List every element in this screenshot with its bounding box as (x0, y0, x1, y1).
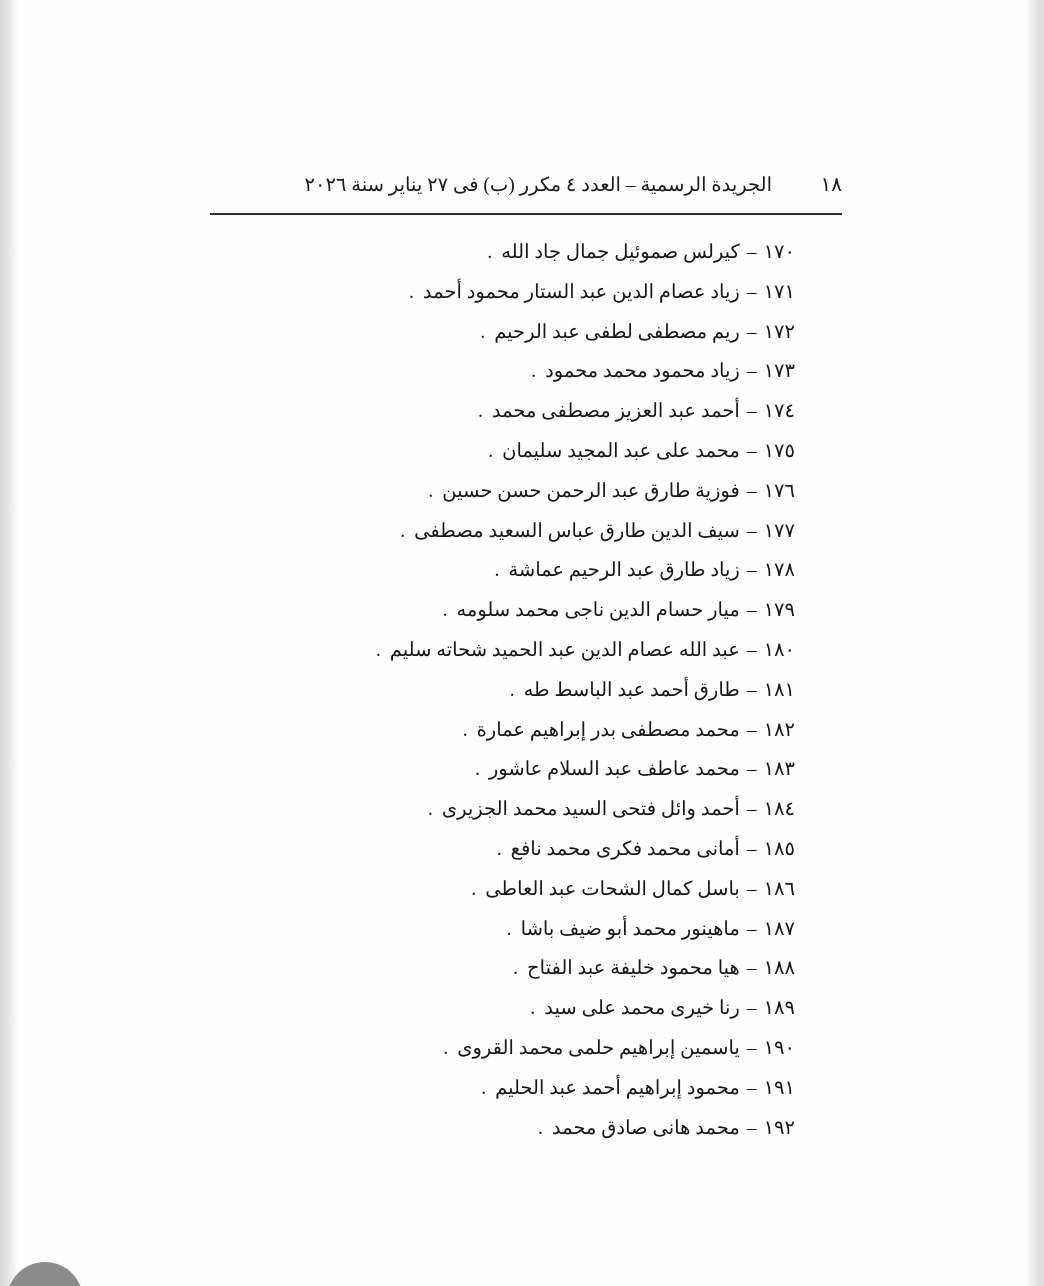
list-item (175, 399, 795, 439)
entry-terminator: . (538, 1117, 543, 1139)
list-item (175, 757, 795, 797)
entry-separator-dash: – (746, 838, 757, 860)
list-item (175, 877, 795, 917)
entry-separator-dash: – (746, 918, 757, 940)
entry-separator-dash: – (746, 1037, 757, 1059)
entry-person-name: طارق أحمد عبد الباسط طه (523, 679, 740, 701)
entry-separator-dash: – (746, 799, 757, 821)
entry-number: ١٧٤ (763, 401, 795, 423)
entry-separator-dash: – (746, 480, 757, 502)
entry-terminator: . (509, 679, 515, 701)
entry-person-name: محمد مصطفى بدر إبراهيم عمارة (476, 719, 740, 741)
entry-separator-dash: – (746, 361, 757, 383)
entry-number: ١٨٥ (763, 838, 795, 860)
list-item (175, 439, 795, 479)
entry-separator-dash: – (746, 281, 757, 303)
entry-terminator: . (513, 958, 519, 980)
entry-person-name: ماهينور محمد أبو ضيف باشا (520, 918, 740, 940)
list-item (175, 320, 795, 360)
entry-terminator: . (443, 1037, 449, 1059)
entry-separator-dash: – (746, 679, 757, 701)
page-running-head (210, 172, 842, 197)
entry-person-name: باسل كمال الشحات عبد العاطى (485, 878, 740, 900)
entry-number: ١٧٦ (763, 480, 795, 502)
entry-person-name: أحمد وائل فتحى السيد محمد الجزيرى (441, 799, 740, 821)
entry-terminator: . (480, 321, 486, 343)
entry-separator-dash: – (746, 958, 757, 980)
list-item (175, 718, 795, 758)
entry-person-name: أمانى محمد فكرى محمد نافع (510, 838, 740, 860)
list-item (175, 797, 795, 837)
list-item (175, 837, 795, 877)
entry-number: ١٧٩ (763, 600, 795, 622)
header-divider-rule (210, 213, 842, 215)
list-item (175, 956, 795, 996)
entry-number: ١٩٠ (763, 1037, 795, 1059)
list-item (175, 598, 795, 638)
entry-number: ١٨٩ (763, 998, 795, 1020)
entry-number: ١٨٦ (763, 878, 795, 900)
list-item (175, 479, 795, 519)
entry-terminator: . (375, 639, 381, 661)
entry-number: ١٨٢ (763, 719, 795, 741)
entry-separator-dash: – (746, 878, 757, 900)
entry-separator-dash: – (746, 321, 757, 343)
entry-number: ١٨١ (763, 679, 795, 701)
entry-number: ١٩٢ (763, 1117, 795, 1139)
entry-person-name: محمد هانى صادق محمد (551, 1117, 740, 1139)
entry-separator-dash: – (746, 520, 757, 542)
entry-person-name: ميار حسام الدين ناجى محمد سلومه (456, 600, 740, 622)
entry-person-name: أحمد عبد العزيز مصطفى محمد (491, 401, 740, 423)
entry-person-name: زياد عصام الدين عبد الستار محمود أحمد (422, 281, 740, 303)
entry-separator-dash: – (746, 998, 757, 1020)
entry-number: ١٨٨ (763, 958, 795, 980)
entry-separator-dash: – (746, 440, 757, 462)
entry-terminator: . (487, 242, 493, 263)
entry-person-name: ياسمين إبراهيم حلمى محمد القروى (457, 1037, 740, 1059)
list-item (175, 678, 795, 718)
entry-person-name: محمد عاطف عبد السلام عاشور (488, 759, 740, 781)
list-item (175, 240, 795, 280)
entry-separator-dash: – (746, 242, 757, 263)
entry-terminator: . (506, 918, 512, 940)
list-item (175, 280, 795, 320)
entry-terminator: . (427, 799, 433, 821)
list-item (175, 638, 795, 678)
entry-person-name: ريم مصطفى لطفى عبد الرحيم (494, 321, 740, 343)
entry-terminator: . (442, 600, 448, 622)
entry-number: ١٩١ (763, 1077, 795, 1099)
entry-separator-dash: – (746, 560, 757, 582)
entry-number: ١٨٧ (763, 918, 795, 940)
list-item (175, 996, 795, 1036)
entry-terminator: . (496, 838, 502, 860)
entry-terminator: . (471, 878, 477, 900)
entry-terminator: . (531, 361, 537, 383)
entry-terminator: . (494, 560, 500, 582)
numbered-names-list (175, 240, 795, 1155)
page-number: ١٨ (820, 174, 842, 196)
entry-person-name: فوزية طارق عبد الرحمن حسن حسين (442, 480, 740, 502)
entry-separator-dash: – (746, 401, 757, 423)
entry-terminator: . (409, 281, 414, 303)
entry-separator-dash: – (746, 639, 757, 661)
entry-separator-dash: – (746, 1077, 757, 1099)
list-item (175, 1076, 795, 1116)
entry-number: ١٧٠ (763, 242, 795, 263)
entry-person-name: كيرلس صموئيل جمال جاد الله (501, 242, 740, 263)
entry-terminator: . (488, 440, 494, 462)
entry-number: ١٧٣ (763, 361, 795, 383)
entry-terminator: . (462, 719, 468, 741)
entry-terminator: . (477, 401, 483, 423)
entry-number: ١٨٠ (763, 639, 795, 661)
entry-number: ١٧٨ (763, 560, 795, 582)
list-item (175, 1116, 795, 1156)
entry-terminator: . (400, 520, 406, 542)
entry-terminator: . (475, 759, 480, 781)
entry-person-name: رنا خيرى محمد على سيد (544, 998, 740, 1020)
left-edge-shadow (0, 0, 18, 1286)
entry-number: ١٧٢ (763, 321, 795, 343)
entry-person-name: زياد محمود محمد محمود (545, 361, 740, 383)
entry-number: ١٨٣ (763, 759, 795, 781)
right-edge-shadow (1026, 0, 1044, 1286)
document-page (18, 0, 1026, 1286)
entry-separator-dash: – (746, 1117, 757, 1139)
list-item (175, 1036, 795, 1076)
entry-number: ١٧٧ (763, 520, 795, 542)
list-item (175, 558, 795, 598)
list-item (175, 917, 795, 957)
entry-separator-dash: – (746, 759, 757, 781)
entry-separator-dash: – (746, 600, 757, 622)
entry-separator-dash: – (746, 719, 757, 741)
entry-terminator: . (530, 998, 536, 1020)
entry-number: ١٧٥ (763, 440, 795, 462)
entry-number: ١٧١ (763, 281, 795, 303)
entry-person-name: عبد الله عصام الدين عبد الحميد شحاته سليم (389, 639, 740, 661)
entry-person-name: محمود إبراهيم أحمد عبد الحليم (495, 1077, 740, 1099)
list-item (175, 359, 795, 399)
entry-person-name: زياد طارق عبد الرحيم عماشة (508, 560, 740, 582)
entry-person-name: سيف الدين طارق عباس السعيد مصطفى (414, 520, 740, 542)
entry-terminator: . (481, 1077, 487, 1099)
entry-number: ١٨٤ (763, 799, 795, 821)
entry-person-name: محمد على عبد المجيد سليمان (502, 440, 740, 462)
list-item (175, 519, 795, 559)
entry-person-name: هيا محمود خليفة عبد الفتاح (527, 958, 740, 980)
entry-terminator: . (428, 480, 434, 502)
gazette-title: الجريدة الرسمية – العدد ٤ مكرر (ب) فى ٢٧ يناير سنة ٢٠٢٦ (304, 175, 772, 196)
